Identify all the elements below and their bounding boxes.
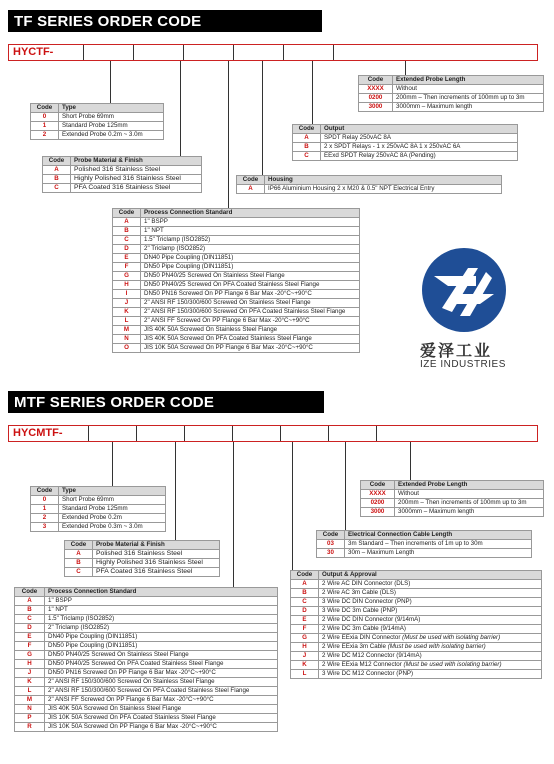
desc-cell: 1" NPT	[141, 227, 360, 236]
desc-note: (Must be used with isolating barrier)	[402, 634, 501, 641]
code-header: Code	[31, 487, 59, 496]
code-cell: N	[113, 335, 141, 344]
tf-line-type	[110, 61, 111, 103]
code-cell: C	[43, 184, 71, 193]
cable-header: Electrical Connection Cable Length	[345, 531, 532, 540]
table-row	[113, 218, 360, 227]
code-cell: XXXX	[359, 85, 393, 94]
code-header: Code	[361, 481, 395, 490]
desc-cell: Without	[395, 490, 544, 499]
table-row	[15, 633, 278, 642]
code-cell: O	[113, 344, 141, 353]
desc-cell: 3000mm – Maximum length	[395, 508, 544, 517]
code-cell: D	[113, 245, 141, 254]
desc-cell: Standard Probe 125mm	[59, 122, 164, 131]
desc-cell: 1" BSPP	[141, 218, 360, 227]
mtf-connection-table	[14, 587, 278, 732]
desc-cell: JIS 10K 50A Screwed On PFA Coated Stainless Steel Flange	[45, 714, 278, 723]
desc-cell: JIS 40K 50A Screwed On PFA Coated Stainless Steel Flange	[141, 335, 360, 344]
desc-cell: JIS 40K 50A Screwed On Stainless Steel Flange	[45, 705, 278, 714]
desc-cell: Standard Probe 125mm	[59, 505, 166, 514]
code-cell: K	[291, 661, 319, 670]
code-cell: F	[291, 625, 319, 634]
code-cell: B	[43, 175, 71, 184]
code-cell: F	[113, 263, 141, 272]
code-cell: M	[113, 326, 141, 335]
table-row	[65, 568, 220, 577]
code-cell: L	[15, 687, 45, 696]
desc-cell: 2" Triclamp (ISO2852)	[141, 245, 360, 254]
tf-output-table	[292, 124, 518, 161]
tf-line-length	[405, 61, 406, 75]
code-cell: XXXX	[361, 490, 395, 499]
table-row	[15, 597, 278, 606]
desc-cell: 2 Wire DC M12 Connector (9/14mA)	[319, 652, 542, 661]
table-row	[113, 236, 360, 245]
desc-cell: DN50 Pipe Coupling (DIN11851)	[45, 642, 278, 651]
desc-cell: 3 Wire DC M12 Connector (PNP)	[319, 670, 542, 679]
code-cell: A	[113, 218, 141, 227]
code-header: Code	[113, 209, 141, 218]
desc-cell: 30m – Maximum Length	[345, 549, 532, 558]
table-row	[15, 606, 278, 615]
desc-cell: 1" NPT	[45, 606, 278, 615]
table-row	[317, 540, 532, 549]
table-row	[113, 344, 360, 353]
mtf-material-table	[64, 540, 220, 577]
desc-cell: JIS 10K 50A Screwed On PP Flange 6 Bar Max -20°C~+90°C	[141, 344, 360, 353]
table-row	[31, 514, 166, 523]
code-cell: 0200	[361, 499, 395, 508]
desc-cell: PFA Coated 316 Stainless Steel	[93, 568, 220, 577]
desc-cell	[319, 661, 542, 670]
table-row	[293, 134, 518, 143]
desc-cell: 2" ANSI RF 150/300/600 Screwed On PFA Coated Stainless Steel Flange	[141, 308, 360, 317]
mtf-length-table	[360, 480, 544, 517]
desc-cell: 1.5" Triclamp (ISO2852)	[45, 615, 278, 624]
table-row	[31, 131, 164, 140]
desc-cell: 3 Wire DC DIN Connector (PNP)	[319, 598, 542, 607]
code-cell: N	[15, 705, 45, 714]
mtf-line-length	[410, 442, 411, 480]
mtf-code-slot	[377, 426, 537, 441]
desc-cell: 2 Wire AC 3m Cable (DLS)	[319, 589, 542, 598]
length-header: Extended Probe Length	[393, 76, 544, 85]
desc-cell: EExd SPDT Relay 250vAC 8A (Pending)	[321, 152, 518, 161]
tf-code-bar	[8, 44, 538, 61]
ize-logo-icon	[420, 246, 508, 334]
mtf-title-text: MTF SERIES ORDER CODE	[14, 394, 215, 411]
table-row	[113, 290, 360, 299]
table-row	[359, 85, 544, 94]
desc-cell: DN50 PN16 Screwed On PP Flange 6 Bar Max -20°C~+90°C	[45, 669, 278, 678]
housing-header: Housing	[265, 176, 502, 185]
code-cell: H	[291, 643, 319, 652]
table-row	[65, 550, 220, 559]
length-header: Extended Probe Length	[395, 481, 544, 490]
code-cell: B	[65, 559, 93, 568]
desc-cell	[319, 634, 542, 643]
code-cell: B	[293, 143, 321, 152]
tf-material-table	[42, 156, 202, 193]
tf-connection-table	[112, 208, 360, 353]
tf-length-table	[358, 75, 544, 112]
mtf-line-output	[292, 442, 293, 570]
desc-cell: 2" ANSI RF 150/300/600 Screwed On PFA Coated Stainless Steel Flange	[45, 687, 278, 696]
table-row	[43, 175, 202, 184]
table-row	[15, 678, 278, 687]
code-cell: 2	[31, 131, 59, 140]
logo-en-text: IZE INDUSTRIES	[420, 359, 506, 370]
desc-cell: SPDT Relay 250vAC 8A	[321, 134, 518, 143]
code-cell: B	[291, 589, 319, 598]
tf-title-text: TF SERIES ORDER CODE	[14, 13, 202, 30]
table-row	[293, 143, 518, 152]
table-row	[291, 652, 542, 661]
desc-cell: 1.5" Triclamp (ISO2852)	[141, 236, 360, 245]
code-cell: I	[113, 290, 141, 299]
tf-line-connection	[228, 61, 229, 208]
mtf-code-slot	[185, 426, 233, 441]
code-cell: 0	[31, 113, 59, 122]
tf-code-slot	[134, 45, 184, 60]
desc-cell: Extended Probe 0.3m ~ 3.0m	[59, 523, 166, 532]
desc-cell: Short Probe 69mm	[59, 113, 164, 122]
mtf-title	[8, 391, 324, 413]
code-cell: A	[43, 166, 71, 175]
desc-cell: DN40 Pipe Coupling (DIN11851)	[141, 254, 360, 263]
tf-code-slot	[184, 45, 234, 60]
desc-cell: IP66 Aluminium Housing 2 x M20 & 0.5" NPT Electrical Entry	[265, 185, 502, 194]
mtf-code-slot	[281, 426, 329, 441]
desc-cell: 2" ANSI RF 150/300/600 Screwed On Stainless Steel Flange	[45, 678, 278, 687]
mtf-line-type	[112, 442, 113, 486]
desc-cell: 1" BSPP	[45, 597, 278, 606]
desc-cell: Extended Probe 0.2m	[59, 514, 166, 523]
code-cell: H	[113, 281, 141, 290]
desc-cell: 2 Wire DC DIN Connector (9/14mA)	[319, 616, 542, 625]
table-row	[113, 272, 360, 281]
desc-cell: 2" Triclamp (ISO2852)	[45, 624, 278, 633]
mtf-output-table	[290, 570, 542, 679]
table-row	[291, 634, 542, 643]
desc-cell: PFA Coated 316 Stainless Steel	[71, 184, 202, 193]
code-cell: 0	[31, 496, 59, 505]
table-row	[113, 317, 360, 326]
code-cell: K	[113, 308, 141, 317]
table-row	[15, 687, 278, 696]
desc-cell: DN50 Pipe Coupling (DIN11851)	[141, 263, 360, 272]
code-header: Code	[317, 531, 345, 540]
table-row	[361, 508, 544, 517]
table-row	[15, 696, 278, 705]
table-row	[113, 254, 360, 263]
output-header: Output	[321, 125, 518, 134]
desc-cell: Highly Polished 316 Stainless Steel	[93, 559, 220, 568]
desc-note: (Must be used with isolating barrier)	[387, 643, 486, 650]
table-row	[291, 598, 542, 607]
code-cell: K	[15, 678, 45, 687]
code-cell: L	[113, 317, 141, 326]
code-cell: 30	[317, 549, 345, 558]
code-cell: B	[113, 227, 141, 236]
table-row	[291, 625, 542, 634]
material-header: Probe Material & Finish	[93, 541, 220, 550]
table-row	[65, 559, 220, 568]
table-row	[359, 94, 544, 103]
desc-cell: 2" ANSI FF Screwed On PP Flange 6 Bar Max -20°C~+90°C	[141, 317, 360, 326]
mtf-cable-table	[316, 530, 532, 558]
material-header: Probe Material & Finish	[71, 157, 202, 166]
code-cell: 2	[31, 514, 59, 523]
code-cell: R	[15, 723, 45, 732]
tf-code-slot	[84, 45, 134, 60]
table-row	[291, 589, 542, 598]
code-cell: J	[15, 669, 45, 678]
code-cell: J	[113, 299, 141, 308]
table-row	[113, 335, 360, 344]
connection-header: Process Connection Standard	[45, 588, 278, 597]
code-cell: J	[291, 652, 319, 661]
table-row	[15, 651, 278, 660]
table-row	[15, 660, 278, 669]
desc-text: 2 Wire EExia M12 Connector	[322, 661, 402, 668]
table-row	[43, 184, 202, 193]
table-row	[15, 642, 278, 651]
desc-text: 2 Wire EExia DIN Connector	[322, 634, 401, 641]
desc-cell: DN50 PN40/25 Screwed On Stainless Steel Flange	[141, 272, 360, 281]
table-row	[113, 299, 360, 308]
table-row	[113, 308, 360, 317]
code-cell: A	[237, 185, 265, 194]
logo-cn-text: 爱泽工业	[420, 341, 493, 360]
code-header: Code	[291, 571, 319, 580]
code-cell: E	[113, 254, 141, 263]
code-cell: 1	[31, 122, 59, 131]
code-cell: 3000	[361, 508, 395, 517]
ize-logo	[420, 246, 508, 334]
desc-cell: 2 x SPDT Relays - 1 x 250vAC 8A 1 x 250vAC 6A	[321, 143, 518, 152]
table-row	[31, 122, 164, 131]
table-row	[31, 505, 166, 514]
code-header: Code	[15, 588, 45, 597]
code-header: Code	[65, 541, 93, 550]
mtf-code-slot	[233, 426, 281, 441]
desc-cell: 3 Wire DC 3m Cable (PNP)	[319, 607, 542, 616]
table-row	[15, 669, 278, 678]
code-cell: 03	[317, 540, 345, 549]
code-cell: C	[65, 568, 93, 577]
code-cell: C	[291, 598, 319, 607]
table-row	[291, 616, 542, 625]
code-cell: F	[15, 642, 45, 651]
desc-cell: Polished 316 Stainless Steel	[71, 166, 202, 175]
code-header: Code	[237, 176, 265, 185]
code-header: Code	[293, 125, 321, 134]
table-row	[15, 624, 278, 633]
table-row	[31, 113, 164, 122]
code-cell: B	[15, 606, 45, 615]
table-row	[31, 523, 166, 532]
table-row	[15, 705, 278, 714]
code-cell: P	[15, 714, 45, 723]
code-cell: A	[291, 580, 319, 589]
table-row	[113, 281, 360, 290]
mtf-line-cable	[345, 442, 346, 530]
desc-cell: DN50 PN40/25 Screwed On Stainless Steel Flange	[45, 651, 278, 660]
table-row	[317, 549, 532, 558]
table-row	[291, 580, 542, 589]
desc-cell: 2 Wire DC 3m Cable (9/14mA)	[319, 625, 542, 634]
desc-cell: DN50 PN16 Screwed On PP Flange 6 Bar Max -20°C~+90°C	[141, 290, 360, 299]
table-row	[361, 490, 544, 499]
table-row	[113, 245, 360, 254]
tf-code-slot	[284, 45, 334, 60]
desc-text: 2 Wire EExia 3m Cable	[322, 643, 386, 650]
code-cell: 1	[31, 505, 59, 514]
code-cell: C	[15, 615, 45, 624]
desc-cell: 2" ANSI FF Screwed On PP Flange 6 Bar Max -20°C~+90°C	[45, 696, 278, 705]
table-row	[113, 326, 360, 335]
desc-cell: 200mm – Then increments of 100mm up to 3m	[395, 499, 544, 508]
code-cell: G	[15, 651, 45, 660]
mtf-type-table	[30, 486, 166, 532]
mtf-code-slot	[89, 426, 137, 441]
code-cell: G	[291, 634, 319, 643]
table-row	[361, 499, 544, 508]
desc-cell: 3m Standard – Then increments of 1m up to 30m	[345, 540, 532, 549]
desc-cell: Highly Polished 316 Stainless Steel	[71, 175, 202, 184]
table-row	[15, 723, 278, 732]
code-cell: G	[113, 272, 141, 281]
desc-cell: DN50 PN40/25 Screwed On PFA Coated Stainless Steel Flange	[45, 660, 278, 669]
mtf-code-bar	[8, 425, 538, 442]
code-cell: C	[293, 152, 321, 161]
code-cell: C	[113, 236, 141, 245]
table-row	[291, 643, 542, 652]
code-cell: A	[65, 550, 93, 559]
output-header: Output & Approval	[319, 571, 542, 580]
table-row	[15, 714, 278, 723]
table-row	[15, 615, 278, 624]
tf-line-material	[180, 61, 181, 156]
table-row	[359, 103, 544, 112]
mtf-line-material	[175, 442, 176, 540]
code-cell: 3000	[359, 103, 393, 112]
table-row	[113, 263, 360, 272]
code-header: Code	[359, 76, 393, 85]
table-row	[291, 661, 542, 670]
code-cell: D	[291, 607, 319, 616]
table-row	[113, 227, 360, 236]
code-header: Code	[43, 157, 71, 166]
table-row	[291, 670, 542, 679]
desc-cell: 3000mm – Maximum length	[393, 103, 544, 112]
mtf-code-prefix: HYCMTF-	[9, 426, 89, 441]
table-row	[43, 166, 202, 175]
code-cell: D	[15, 624, 45, 633]
code-cell: L	[291, 670, 319, 679]
desc-cell: Polished 316 Stainless Steel	[93, 550, 220, 559]
tf-code-slot	[234, 45, 284, 60]
desc-cell: JIS 40K 50A Screwed On Stainless Steel Flange	[141, 326, 360, 335]
tf-code-slot	[334, 45, 537, 60]
type-header: Type	[59, 104, 164, 113]
tf-line-housing	[262, 61, 263, 175]
code-cell: E	[291, 616, 319, 625]
mtf-code-slot	[137, 426, 185, 441]
table-row	[291, 607, 542, 616]
desc-cell: Extended Probe 0.2m ~ 3.0m	[59, 131, 164, 140]
desc-cell: DN50 PN40/25 Screwed On PFA Coated Stainless Steel Flange	[141, 281, 360, 290]
code-cell: E	[15, 633, 45, 642]
desc-cell: Without	[393, 85, 544, 94]
tf-line-output	[312, 61, 313, 124]
code-cell: 0200	[359, 94, 393, 103]
desc-cell	[319, 643, 542, 652]
tf-code-prefix: HYCTF-	[9, 45, 84, 60]
code-cell: A	[15, 597, 45, 606]
mtf-code-slot	[329, 426, 377, 441]
code-header: Code	[31, 104, 59, 113]
table-row	[237, 185, 502, 194]
code-cell: M	[15, 696, 45, 705]
tf-title	[8, 10, 322, 32]
tf-type-table	[30, 103, 164, 140]
tf-housing-table	[236, 175, 502, 194]
desc-cell: 200mm – Then increments of 100mm up to 3m	[393, 94, 544, 103]
desc-cell: JIS 10K 50A Screwed On PP Flange 6 Bar Max -20°C~+90°C	[45, 723, 278, 732]
code-cell: H	[15, 660, 45, 669]
table-row	[293, 152, 518, 161]
code-cell: A	[293, 134, 321, 143]
mtf-line-connection	[233, 442, 234, 587]
table-row	[31, 496, 166, 505]
desc-cell: Short Probe 69mm	[59, 496, 166, 505]
desc-cell: 2" ANSI RF 150/300/600 Screwed On Stainless Steel Flange	[141, 299, 360, 308]
code-cell: 3	[31, 523, 59, 532]
type-header: Type	[59, 487, 166, 496]
desc-cell: 2 Wire AC DIN Connector (DLS)	[319, 580, 542, 589]
desc-note: (Must be used with isolating barrier)	[403, 661, 502, 668]
desc-cell: DN40 Pipe Coupling (DIN11851)	[45, 633, 278, 642]
connection-header: Process Connection Standard	[141, 209, 360, 218]
